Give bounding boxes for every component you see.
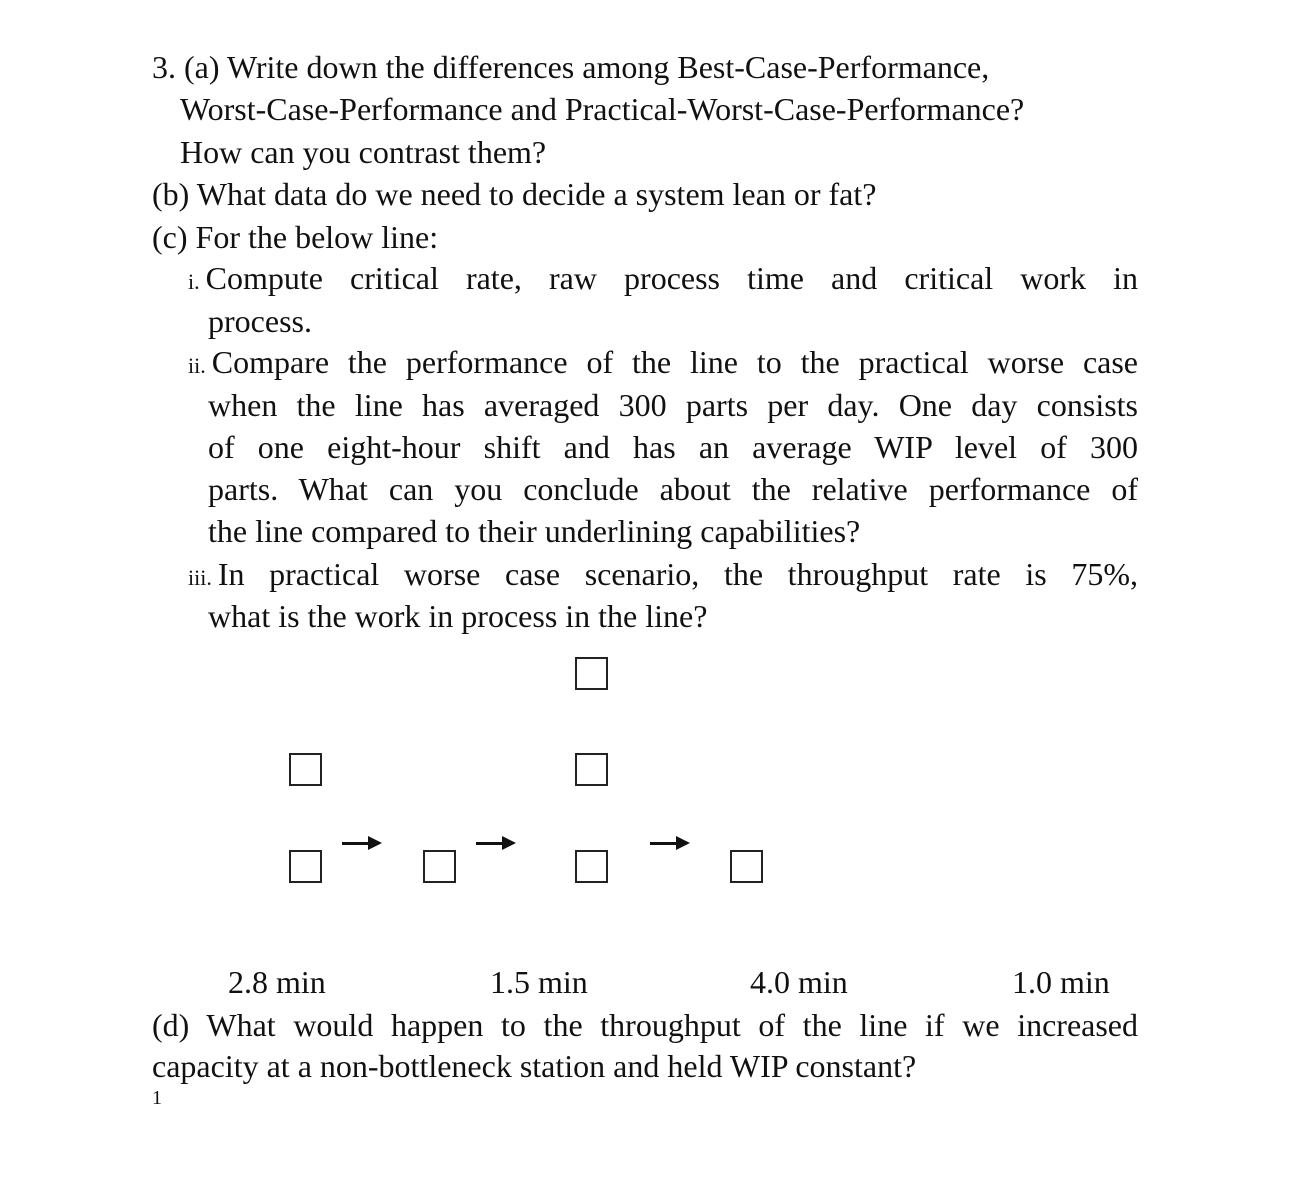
question-c-ii-line-5: the line compared to their underlining capabilities? [208, 513, 861, 549]
roman-numeral-ii: ii. [188, 353, 206, 378]
roman-numeral-iii: iii. [188, 565, 212, 590]
process-time-station-2: 1.5 min [490, 964, 588, 1000]
process-time-station-4: 1.0 min [1012, 964, 1110, 1000]
question-c-ii-line-3: of one eight-hour shift and has an average WIP level of 300 [208, 429, 1138, 465]
wip-box-station-2 [423, 850, 456, 883]
question-c-i-line-1: i. Compute critical rate, raw process time and critical work in [188, 260, 1138, 296]
roman-numeral-i: i. [188, 269, 200, 294]
question-c-ii-line-2: when the line has averaged 300 parts per day. One day consists [208, 387, 1138, 423]
wip-box-station-3-middle [575, 753, 608, 786]
question-c-ii-line-1: ii. Compare the performance of the line to the practical worse case [188, 344, 1138, 380]
question-c-line-1: (c) For the below line: [152, 219, 439, 255]
arrow-right-icon [650, 836, 690, 850]
question-d-line-1: (d) What would happen to the throughput of the line if we increased [152, 1007, 1138, 1043]
process-time-station-3: 4.0 min [750, 964, 848, 1000]
question-c-iii-line-1: iii. In practical worse case scenario, the throughput rate is 75%, [188, 556, 1138, 592]
wip-box-station-4 [730, 850, 763, 883]
question-a-line-3: How can you contrast them? [180, 134, 547, 170]
question-a-line-1: 3. (a) Write down the differences among Best-Case-Performance, [152, 49, 990, 85]
question-d-line-2: capacity at a non-bottleneck station and held WIP constant? [152, 1048, 917, 1084]
arrow-right-icon [342, 836, 382, 850]
question-a-line-2: Worst-Case-Performance and Practical-Worst-Case-Performance? [180, 91, 1025, 127]
question-b-line-1: (b) What data do we need to decide a system lean or fat? [152, 176, 877, 212]
wip-box-station-1-bottom [289, 850, 322, 883]
wip-box-station-1-top [289, 753, 322, 786]
question-c-iii-line-2: what is the work in process in the line? [208, 598, 708, 634]
page-number: 1 [152, 1087, 162, 1109]
wip-box-station-3-top [575, 657, 608, 690]
wip-box-station-3-bottom [575, 850, 608, 883]
question-c-ii-line-4: parts. What can you conclude about the relative performance of [208, 471, 1138, 507]
process-time-station-1: 2.8 min [228, 964, 326, 1000]
arrow-right-icon [476, 836, 516, 850]
question-c-i-line-2: process. [208, 303, 312, 339]
